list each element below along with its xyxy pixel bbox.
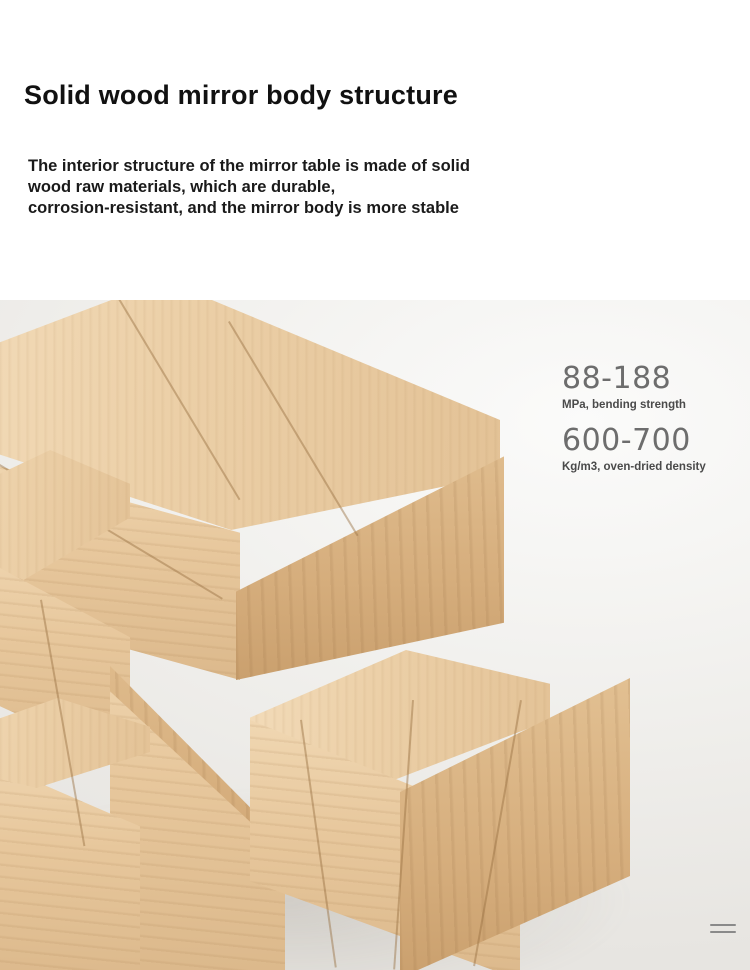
spec-item xyxy=(562,362,737,412)
description-line: corrosion-resistant, and the mirror body is more stable xyxy=(28,199,459,217)
spec-value: 600-700 xyxy=(562,423,691,458)
page-title: Solid wood mirror body structure xyxy=(24,80,458,110)
description-line: The interior structure of the mirror table is made of solid xyxy=(28,157,470,175)
product-photo xyxy=(0,300,750,970)
header-section xyxy=(0,0,750,300)
description-line: wood raw materials, which are durable, xyxy=(28,178,336,196)
spec-label: MPa, bending strength xyxy=(562,399,686,411)
spec-value: 88-188 xyxy=(562,361,672,396)
hamburger-menu-icon[interactable] xyxy=(710,924,736,942)
hamburger-bar xyxy=(710,931,736,933)
spec-callout-list xyxy=(562,362,737,474)
spec-label: Kg/m3, oven-dried density xyxy=(562,461,706,473)
description-text xyxy=(28,156,628,219)
spec-item xyxy=(562,424,737,474)
hamburger-bar xyxy=(710,924,736,926)
